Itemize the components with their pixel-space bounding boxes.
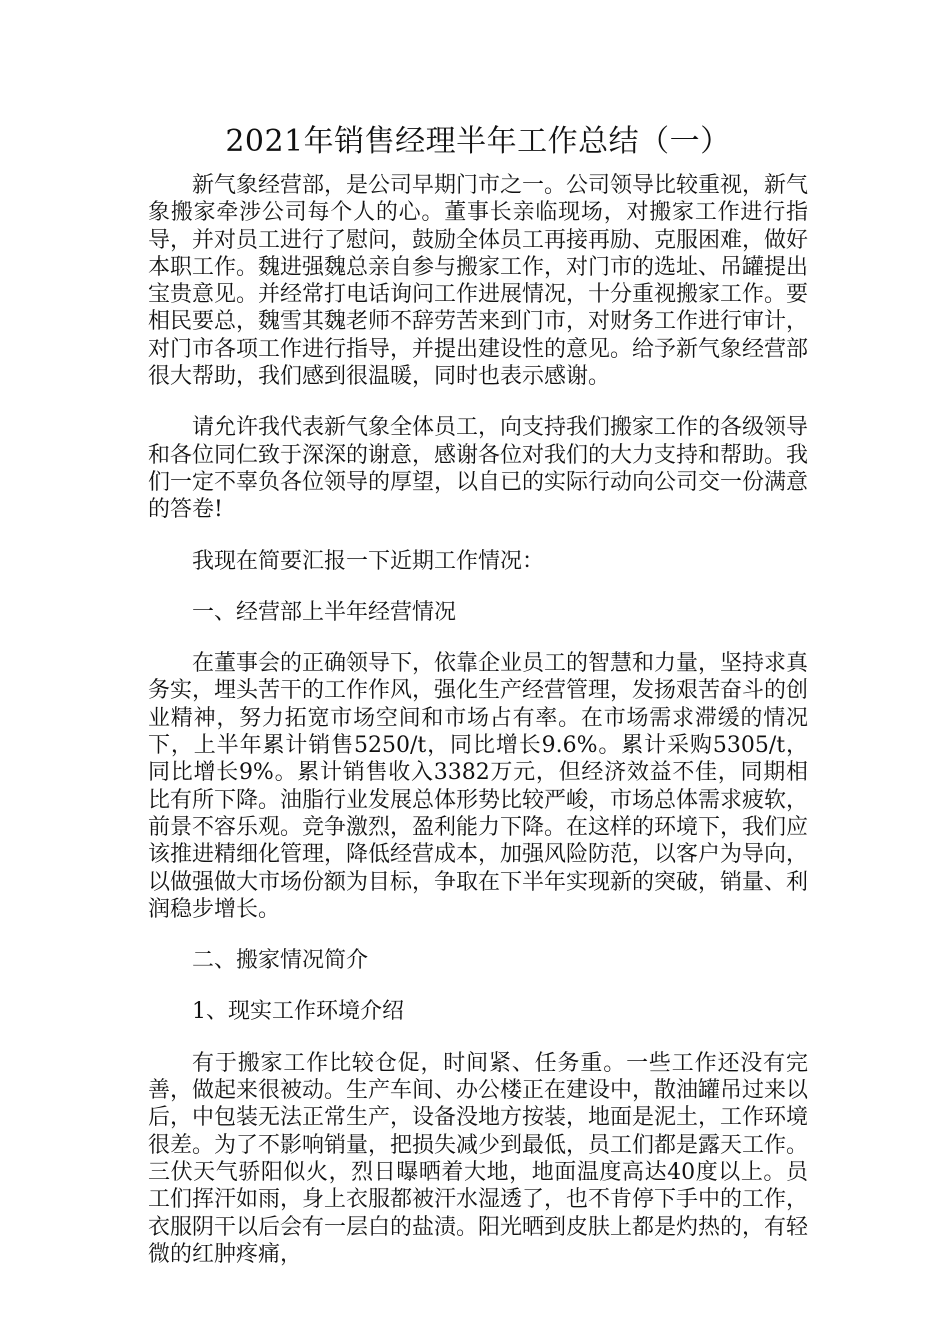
document-page [148, 118, 808, 1292]
paragraph-environment: 有于搬家工作比较仓促，时间紧、任务重。一些工作还没有完善，做起来很被动。生产车间、办公楼正在建设中，散油罐吊过来以后，中包装无法正常生产，设备没地方按装，地面是泥土，工作环境很差。为了不影响销量，把损失减少到最低，员工们都是露天工作。三伏天气骄阳似火，烈日曝晒着大地，地面温度高达40度以上。员工们挥汗如雨，身上衣服都被汗水湿透了，也不肯停下手中的工作，衣服阴干以后会有一层白的盐渍。阳光晒到皮肤上都是灼热的，有轻微的红肿疼痛， [148, 1050, 809, 1267]
paragraph-report-intro: 我现在简要汇报一下近期工作情况： [192, 548, 545, 574]
section-heading-2: 二、搬家情况简介 [192, 948, 369, 974]
paragraph-intro: 新气象经营部，是公司早期门市之一。公司领导比较重视，新气象搬家牵涉公司每个人的心。董事长亲临现场，对搬家工作进行指导，并对员工进行了慰问，鼓励全体员工再接再励、克服困难，做好本职工作。魏进强魏总亲自参与搬家工作，对门市的选址、吊罐提出宝贵意见。并经常打电话询问工作进展情况，十分重视搬家工作。要相民要总，魏雪其魏老师不辞劳苦来到门市，对财务工作进行审计，对门市各项工作进行指导，并提出建设性的意见。给予新气象经营部很大帮助，我们感到很温暖，同时也表示感谢。 [148, 173, 809, 390]
subsection-heading-1: 1、现实工作环境介绍 [192, 999, 404, 1025]
document-title: 2021年销售经理半年工作总结（一） [225, 124, 731, 159]
paragraph-thanks: 请允许我代表新气象全体员工，向支持我们搬家工作的各级领导和各位同仁致于深深的谢意，感谢各位对我们的大力支持和帮助。我们一定不辜负各位领导的厚望，以自已的实际行动向公司交一份满意的答卷! [148, 415, 809, 523]
section-heading-1: 一、经营部上半年经营情况 [192, 599, 457, 625]
paragraph-operations: 在董事会的正确领导下，依靠企业员工的智慧和力量，坚持求真务实，埋头苦干的工作作风，强化生产经营管理，发扬艰苦奋斗的创业精神，努力拓宽市场空间和市场占有率。在市场需求滞缓的情况下，上半年累计销售5250/t，同比增长9.6%。累计采购5305/t，同比增长9%。累计销售收入3382万元，但经济效益不佳，同期相比有所下降。油脂行业发展总体形势比较严峻，市场总体需求疲软，前景不容乐观。竞争激烈，盈利能力下降。在这样的环境下，我们应该推进精细化管理，降低经营成本，加强风险防范，以客户为导向，以做强做大市场份额为目标，争取在下半年实现新的突破，销量、利润稳步增长。 [148, 651, 809, 922]
